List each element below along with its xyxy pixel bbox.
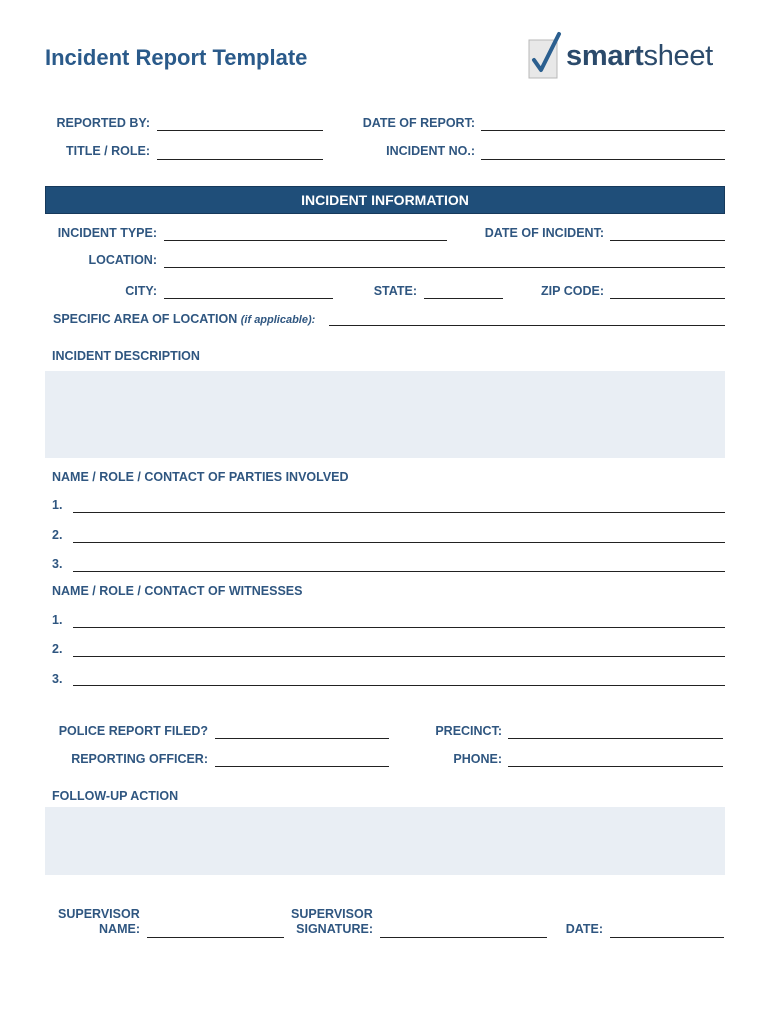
logo-light-text: sheet	[643, 40, 713, 72]
supervisor-signature-field[interactable]	[380, 937, 547, 938]
city-field[interactable]	[164, 298, 333, 299]
incident-description-label: INCIDENT DESCRIPTION	[52, 349, 200, 363]
supervisor-signature-label	[273, 907, 373, 937]
date-of-incident-field[interactable]	[610, 240, 725, 241]
city-label: CITY:	[125, 284, 157, 298]
location-label: LOCATION:	[88, 253, 157, 267]
witness-number: 2.	[52, 642, 63, 656]
incident-information-header: INCIDENT INFORMATION	[45, 186, 725, 214]
party-number: 1.	[52, 498, 63, 512]
supervisor-name-field[interactable]	[147, 937, 284, 938]
witness-number: 1.	[52, 613, 63, 627]
specific-area-text: SPECIFIC AREA OF LOCATION	[53, 312, 238, 326]
supervisor-signature-line1: SUPERVISOR	[291, 907, 373, 921]
party-2-field[interactable]	[73, 542, 725, 543]
specific-area-label	[53, 312, 315, 326]
police-report-filed-label: POLICE REPORT FILED?	[58, 724, 208, 738]
party-number: 3.	[52, 557, 63, 571]
date-of-report-field[interactable]	[481, 130, 725, 131]
witness-3-field[interactable]	[73, 685, 725, 686]
witness-1-field[interactable]	[73, 627, 725, 628]
precinct-field[interactable]	[508, 738, 723, 739]
zip-code-field[interactable]	[610, 298, 725, 299]
supervisor-signature-line2: SIGNATURE:	[296, 922, 373, 936]
date-of-incident-label: DATE OF INCIDENT:	[484, 226, 604, 240]
logo-wordmark	[566, 40, 713, 73]
supervisor-name-label	[40, 907, 140, 937]
supervisor-date-label: DATE:	[565, 922, 603, 936]
incident-description-box[interactable]	[45, 371, 725, 458]
party-1-field[interactable]	[73, 512, 725, 513]
witness-number: 3.	[52, 672, 63, 686]
reported-by-field[interactable]	[157, 130, 323, 131]
supervisor-name-line1: SUPERVISOR	[58, 907, 140, 921]
witnesses-label: NAME / ROLE / CONTACT OF WITNESSES	[52, 584, 303, 598]
state-field[interactable]	[424, 298, 503, 299]
location-field[interactable]	[164, 267, 725, 268]
checkmark-logo-icon	[526, 30, 566, 82]
supervisor-name-line2: NAME:	[99, 922, 140, 936]
incident-type-label: INCIDENT TYPE:	[57, 226, 157, 240]
phone-label: PHONE:	[453, 752, 502, 766]
logo-bold-text: smart	[566, 40, 644, 72]
reporting-officer-label: REPORTING OFFICER:	[71, 752, 208, 766]
title-role-field[interactable]	[157, 159, 323, 160]
incident-no-field[interactable]	[481, 159, 725, 160]
title-role-label: TITLE / ROLE:	[65, 144, 150, 158]
state-label: STATE:	[373, 284, 417, 298]
supervisor-date-field[interactable]	[610, 937, 724, 938]
follow-up-action-label: FOLLOW-UP ACTION	[52, 789, 179, 803]
page-title: Incident Report Template	[45, 45, 308, 70]
police-report-filed-field[interactable]	[215, 738, 389, 739]
zip-code-label: ZIP CODE:	[541, 284, 604, 298]
parties-involved-label: NAME / ROLE / CONTACT OF PARTIES INVOLVED	[52, 470, 349, 484]
incident-no-label: INCIDENT NO.:	[386, 144, 475, 158]
precinct-label: PRECINCT:	[435, 724, 502, 738]
party-3-field[interactable]	[73, 571, 725, 572]
incident-type-field[interactable]	[164, 240, 447, 241]
party-number: 2.	[52, 528, 63, 542]
witness-2-field[interactable]	[73, 656, 725, 657]
specific-area-field[interactable]	[329, 325, 725, 326]
phone-field[interactable]	[508, 766, 723, 767]
if-applicable-note: (if applicable):	[240, 314, 316, 326]
follow-up-action-box[interactable]	[45, 807, 725, 875]
reporting-officer-field[interactable]	[215, 766, 389, 767]
date-of-report-label: DATE OF REPORT:	[362, 116, 475, 130]
reported-by-label: REPORTED BY:	[56, 116, 150, 130]
